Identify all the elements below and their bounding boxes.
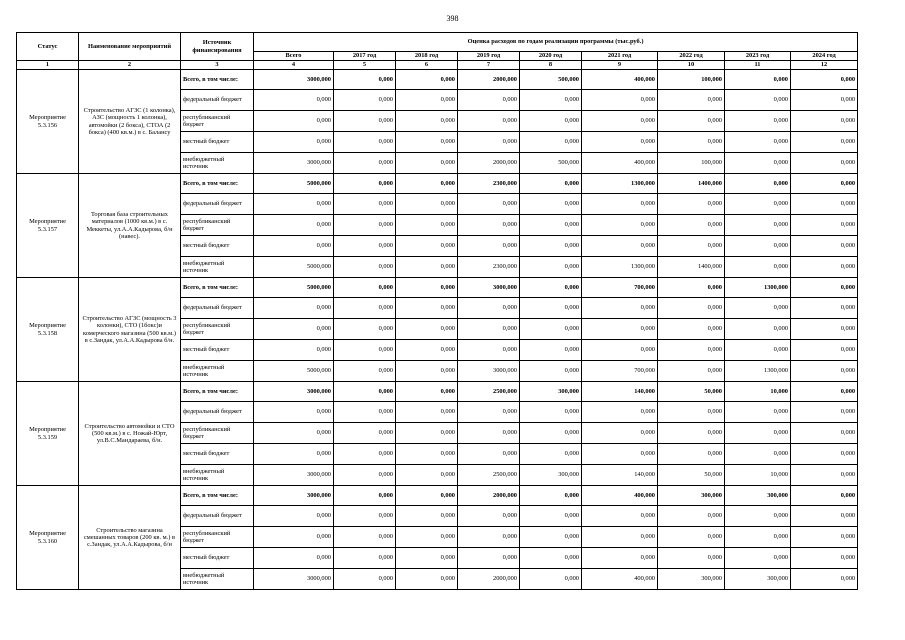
amount-cell: 0,000: [791, 236, 858, 257]
amount-cell: 0,000: [791, 340, 858, 361]
header-year-col: 2021 год: [582, 52, 658, 61]
amount-cell: 0,000: [254, 506, 334, 527]
amount-cell: 0,000: [791, 111, 858, 132]
amount-cell: 0,000: [254, 548, 334, 569]
amount-cell: 0,000: [458, 132, 520, 153]
header-year-col: 2020 год: [520, 52, 582, 61]
amount-cell: 0,000: [458, 444, 520, 465]
amount-cell: 0,000: [334, 215, 396, 236]
amount-cell: 0,000: [725, 257, 791, 278]
amount-cell: 700,000: [582, 278, 658, 298]
funding-source: местный бюджет: [181, 132, 254, 153]
amount-cell: 0,000: [791, 132, 858, 153]
amount-cell: 2000,000: [458, 486, 520, 506]
amount-cell: 0,000: [582, 90, 658, 111]
header-year-col: 2017 год: [334, 52, 396, 61]
amount-cell: 100,000: [658, 70, 725, 90]
amount-cell: 0,000: [725, 236, 791, 257]
header-source: Источник финансирования: [181, 33, 254, 61]
amount-cell: 0,000: [520, 298, 582, 319]
amount-cell: 300,000: [520, 382, 582, 402]
amount-cell: 0,000: [254, 215, 334, 236]
funding-source: внебюджетный источник: [181, 257, 254, 278]
amount-cell: 5000,000: [254, 278, 334, 298]
table-row: [17, 174, 858, 194]
amount-cell: 0,000: [396, 340, 458, 361]
amount-cell: 0,000: [396, 90, 458, 111]
table-row: [17, 486, 858, 506]
funding-source: федеральный бюджет: [181, 402, 254, 423]
funding-source: Всего, в том числе:: [181, 278, 254, 298]
amount-cell: 0,000: [582, 340, 658, 361]
amount-cell: 0,000: [520, 423, 582, 444]
amount-cell: 0,000: [725, 70, 791, 90]
amount-cell: 0,000: [658, 423, 725, 444]
amount-cell: 0,000: [520, 90, 582, 111]
amount-cell: 0,000: [334, 70, 396, 90]
amount-cell: 3000,000: [254, 465, 334, 486]
amount-cell: 3000,000: [254, 382, 334, 402]
funding-source: федеральный бюджет: [181, 298, 254, 319]
amount-cell: 5000,000: [254, 174, 334, 194]
funding-source: республиканский бюджет: [181, 527, 254, 548]
column-numbers-row: [17, 61, 858, 70]
amount-cell: 1400,000: [658, 257, 725, 278]
amount-cell: 0,000: [725, 174, 791, 194]
amount-cell: 300,000: [725, 486, 791, 506]
column-number: 12: [791, 61, 858, 70]
funding-source: местный бюджет: [181, 548, 254, 569]
amount-cell: 0,000: [458, 506, 520, 527]
amount-cell: 0,000: [791, 465, 858, 486]
amount-cell: 0,000: [725, 153, 791, 174]
amount-cell: 0,000: [334, 527, 396, 548]
amount-cell: 0,000: [334, 423, 396, 444]
amount-cell: 0,000: [334, 298, 396, 319]
amount-cell: 0,000: [396, 70, 458, 90]
amount-cell: 10,000: [725, 382, 791, 402]
amount-cell: 400,000: [582, 70, 658, 90]
event-name: Строительство АГЗС (мощность 3 колонки), СТО (1бокс)и комерческого магазина (500 кв.м.) в с.Зандак, ул.А.А.Кадырова б/н.: [79, 278, 181, 382]
amount-cell: 0,000: [334, 402, 396, 423]
amount-cell: 0,000: [520, 257, 582, 278]
amount-cell: 0,000: [396, 257, 458, 278]
amount-cell: 3000,000: [254, 70, 334, 90]
header-year-col: 2018 год: [396, 52, 458, 61]
amount-cell: 0,000: [520, 361, 582, 382]
amount-cell: 1300,000: [582, 257, 658, 278]
amount-cell: 3000,000: [458, 361, 520, 382]
amount-cell: 0,000: [396, 527, 458, 548]
amount-cell: 0,000: [334, 132, 396, 153]
amount-cell: 0,000: [396, 465, 458, 486]
event-name: Торговая база строительных материалов (1000 кв.м.) в с. Меккеты, ул.А.А.Кадырова, б/н (навес).: [79, 174, 181, 278]
amount-cell: 10,000: [725, 465, 791, 486]
amount-cell: 2500,000: [458, 382, 520, 402]
amount-cell: 0,000: [658, 215, 725, 236]
amount-cell: 140,000: [582, 382, 658, 402]
amount-cell: 0,000: [458, 340, 520, 361]
amount-cell: 0,000: [254, 90, 334, 111]
amount-cell: 0,000: [725, 506, 791, 527]
amount-cell: 0,000: [582, 444, 658, 465]
amount-cell: 0,000: [582, 215, 658, 236]
amount-cell: 0,000: [582, 506, 658, 527]
amount-cell: 0,000: [396, 236, 458, 257]
amount-cell: 0,000: [520, 527, 582, 548]
amount-cell: 0,000: [791, 527, 858, 548]
amount-cell: 0,000: [520, 569, 582, 590]
amount-cell: 0,000: [791, 153, 858, 174]
amount-cell: 0,000: [396, 298, 458, 319]
table-row: [17, 382, 858, 402]
amount-cell: 0,000: [791, 174, 858, 194]
event-status: Мероприятие 5.3.160: [17, 486, 79, 590]
amount-cell: 0,000: [791, 402, 858, 423]
amount-cell: 0,000: [658, 90, 725, 111]
amount-cell: 0,000: [458, 111, 520, 132]
amount-cell: 0,000: [520, 111, 582, 132]
funding-source: местный бюджет: [181, 444, 254, 465]
amount-cell: 0,000: [791, 361, 858, 382]
amount-cell: 0,000: [254, 319, 334, 340]
amount-cell: 0,000: [334, 361, 396, 382]
amount-cell: 0,000: [334, 153, 396, 174]
amount-cell: 0,000: [254, 194, 334, 215]
header-year-col: 2022 год: [658, 52, 725, 61]
amount-cell: 0,000: [396, 278, 458, 298]
amount-cell: 1300,000: [725, 361, 791, 382]
amount-cell: 0,000: [520, 319, 582, 340]
amount-cell: 0,000: [396, 444, 458, 465]
amount-cell: 0,000: [791, 486, 858, 506]
amount-cell: 1300,000: [725, 278, 791, 298]
amount-cell: 0,000: [254, 298, 334, 319]
amount-cell: 0,000: [458, 236, 520, 257]
amount-cell: 300,000: [658, 486, 725, 506]
amount-cell: 0,000: [520, 402, 582, 423]
amount-cell: 0,000: [396, 174, 458, 194]
column-number: 2: [79, 61, 181, 70]
event-status: Мероприятие 5.3.158: [17, 278, 79, 382]
amount-cell: 400,000: [582, 153, 658, 174]
table-header: [17, 33, 858, 61]
header-year-col: 2024 год: [791, 52, 858, 61]
amount-cell: 0,000: [725, 298, 791, 319]
amount-cell: 0,000: [582, 194, 658, 215]
funding-source: внебюджетный источник: [181, 361, 254, 382]
amount-cell: 0,000: [791, 194, 858, 215]
amount-cell: 0,000: [396, 486, 458, 506]
funding-source: республиканский бюджет: [181, 319, 254, 340]
amount-cell: 0,000: [396, 423, 458, 444]
amount-cell: 50,000: [658, 465, 725, 486]
amount-cell: 0,000: [396, 548, 458, 569]
amount-cell: 0,000: [458, 527, 520, 548]
amount-cell: 0,000: [658, 527, 725, 548]
amount-cell: 300,000: [658, 569, 725, 590]
amount-cell: 0,000: [254, 236, 334, 257]
amount-cell: 500,000: [520, 70, 582, 90]
amount-cell: 100,000: [658, 153, 725, 174]
column-number: 3: [181, 61, 254, 70]
amount-cell: 50,000: [658, 382, 725, 402]
amount-cell: 0,000: [658, 278, 725, 298]
amount-cell: 0,000: [396, 569, 458, 590]
column-number: 8: [520, 61, 582, 70]
amount-cell: 0,000: [334, 506, 396, 527]
amount-cell: 2500,000: [458, 465, 520, 486]
amount-cell: 0,000: [334, 90, 396, 111]
amount-cell: 0,000: [791, 423, 858, 444]
amount-cell: 0,000: [458, 548, 520, 569]
event-status: Мероприятие 5.3.159: [17, 382, 79, 486]
amount-cell: 0,000: [658, 298, 725, 319]
table-row: [17, 70, 858, 90]
amount-cell: 0,000: [254, 423, 334, 444]
event-status: Мероприятие 5.3.157: [17, 174, 79, 278]
amount-cell: 400,000: [582, 569, 658, 590]
amount-cell: 0,000: [520, 215, 582, 236]
expense-table: [16, 32, 858, 590]
amount-cell: 0,000: [725, 194, 791, 215]
amount-cell: 0,000: [458, 298, 520, 319]
amount-cell: 0,000: [334, 548, 396, 569]
amount-cell: 0,000: [396, 194, 458, 215]
amount-cell: 0,000: [582, 298, 658, 319]
amount-cell: 0,000: [396, 382, 458, 402]
amount-cell: 0,000: [582, 527, 658, 548]
header-year-col: Всего: [254, 52, 334, 61]
column-number: 11: [725, 61, 791, 70]
amount-cell: 0,000: [458, 423, 520, 444]
amount-cell: 0,000: [658, 319, 725, 340]
amount-cell: 0,000: [520, 548, 582, 569]
amount-cell: 0,000: [725, 527, 791, 548]
amount-cell: 0,000: [396, 132, 458, 153]
amount-cell: 0,000: [791, 569, 858, 590]
amount-cell: 0,000: [520, 486, 582, 506]
amount-cell: 0,000: [520, 444, 582, 465]
funding-source: Всего, в том числе:: [181, 382, 254, 402]
amount-cell: 0,000: [334, 111, 396, 132]
column-number: 4: [254, 61, 334, 70]
amount-cell: 0,000: [658, 506, 725, 527]
amount-cell: 0,000: [334, 257, 396, 278]
amount-cell: 0,000: [254, 111, 334, 132]
amount-cell: 0,000: [725, 548, 791, 569]
funding-source: Всего, в том числе:: [181, 174, 254, 194]
amount-cell: 2300,000: [458, 257, 520, 278]
amount-cell: 0,000: [725, 132, 791, 153]
amount-cell: 0,000: [396, 506, 458, 527]
amount-cell: 0,000: [334, 278, 396, 298]
amount-cell: 0,000: [658, 361, 725, 382]
amount-cell: 0,000: [334, 236, 396, 257]
amount-cell: 0,000: [725, 90, 791, 111]
amount-cell: 0,000: [791, 215, 858, 236]
header-year-col: 2023 год: [725, 52, 791, 61]
amount-cell: 2000,000: [458, 153, 520, 174]
column-number: 5: [334, 61, 396, 70]
amount-cell: 0,000: [520, 506, 582, 527]
amount-cell: 0,000: [791, 70, 858, 90]
amount-cell: 2300,000: [458, 174, 520, 194]
event-status: Мероприятие 5.3.156: [17, 70, 79, 174]
amount-cell: 5000,000: [254, 361, 334, 382]
amount-cell: 0,000: [791, 90, 858, 111]
amount-cell: 0,000: [334, 340, 396, 361]
amount-cell: 1300,000: [582, 174, 658, 194]
amount-cell: 500,000: [520, 153, 582, 174]
amount-cell: 0,000: [582, 319, 658, 340]
amount-cell: 1400,000: [658, 174, 725, 194]
amount-cell: 0,000: [334, 174, 396, 194]
amount-cell: 0,000: [334, 194, 396, 215]
amount-cell: 700,000: [582, 361, 658, 382]
amount-cell: 3000,000: [254, 486, 334, 506]
event-name: Строительство автомойки и СТО (500 кв.м.) в с. Ножай-Юрт, ул.В.С.Мандараева, б/н.: [79, 382, 181, 486]
amount-cell: 0,000: [582, 548, 658, 569]
amount-cell: 0,000: [458, 402, 520, 423]
funding-source: республиканский бюджет: [181, 423, 254, 444]
amount-cell: 0,000: [520, 340, 582, 361]
column-number: 7: [458, 61, 520, 70]
amount-cell: 0,000: [254, 132, 334, 153]
amount-cell: 0,000: [582, 132, 658, 153]
amount-cell: 5000,000: [254, 257, 334, 278]
header-year-col: 2019 год: [458, 52, 520, 61]
amount-cell: 2000,000: [458, 70, 520, 90]
amount-cell: 0,000: [334, 382, 396, 402]
amount-cell: 0,000: [791, 298, 858, 319]
amount-cell: 0,000: [582, 111, 658, 132]
amount-cell: 0,000: [396, 215, 458, 236]
funding-source: Всего, в том числе:: [181, 70, 254, 90]
amount-cell: 0,000: [725, 340, 791, 361]
amount-cell: 0,000: [254, 444, 334, 465]
amount-cell: 0,000: [725, 402, 791, 423]
amount-cell: 0,000: [520, 236, 582, 257]
amount-cell: 0,000: [254, 340, 334, 361]
amount-cell: 0,000: [658, 548, 725, 569]
amount-cell: 0,000: [396, 319, 458, 340]
amount-cell: 0,000: [791, 382, 858, 402]
event-name: Строительство магазина смешанных товаров (200 кв. м.) в с.Зандак, ул.А.А.Кадырова, б/н: [79, 486, 181, 590]
funding-source: внебюджетный источник: [181, 153, 254, 174]
amount-cell: 0,000: [791, 278, 858, 298]
page-number: 398: [446, 14, 459, 23]
amount-cell: 0,000: [725, 319, 791, 340]
amount-cell: 0,000: [658, 111, 725, 132]
amount-cell: 0,000: [396, 153, 458, 174]
amount-cell: 300,000: [725, 569, 791, 590]
funding-source: местный бюджет: [181, 340, 254, 361]
amount-cell: 0,000: [520, 174, 582, 194]
amount-cell: 0,000: [334, 319, 396, 340]
amount-cell: 0,000: [582, 402, 658, 423]
amount-cell: 0,000: [254, 402, 334, 423]
amount-cell: 0,000: [658, 132, 725, 153]
amount-cell: 0,000: [520, 132, 582, 153]
amount-cell: 0,000: [658, 236, 725, 257]
amount-cell: 0,000: [791, 257, 858, 278]
amount-cell: 0,000: [396, 111, 458, 132]
amount-cell: 2000,000: [458, 569, 520, 590]
amount-cell: 0,000: [658, 444, 725, 465]
amount-cell: 0,000: [520, 278, 582, 298]
amount-cell: 0,000: [725, 444, 791, 465]
amount-cell: 0,000: [725, 111, 791, 132]
amount-cell: 0,000: [458, 194, 520, 215]
funding-source: внебюджетный источник: [181, 465, 254, 486]
amount-cell: 300,000: [520, 465, 582, 486]
funding-source: республиканский бюджет: [181, 215, 254, 236]
amount-cell: 0,000: [520, 194, 582, 215]
column-number: 1: [17, 61, 79, 70]
table-body: [17, 61, 858, 590]
funding-source: внебюджетный источник: [181, 569, 254, 590]
funding-source: республиканский бюджет: [181, 111, 254, 132]
amount-cell: 140,000: [582, 465, 658, 486]
funding-source: Всего, в том числе:: [181, 486, 254, 506]
amount-cell: 0,000: [582, 236, 658, 257]
column-number: 10: [658, 61, 725, 70]
header-status: Статус: [17, 33, 79, 61]
funding-source: федеральный бюджет: [181, 194, 254, 215]
amount-cell: 0,000: [791, 506, 858, 527]
amount-cell: 0,000: [658, 194, 725, 215]
column-number: 9: [582, 61, 658, 70]
funding-source: местный бюджет: [181, 236, 254, 257]
amount-cell: 0,000: [334, 444, 396, 465]
funding-source: федеральный бюджет: [181, 90, 254, 111]
table-row: [17, 278, 858, 298]
amount-cell: 0,000: [458, 215, 520, 236]
event-name: Строительство АГЗС (1 колонка), АЗС (мощность 1 колонка), автомойки (2 бокса), СТОА (2 бокса) (400 кв.м.) в с. Балансу: [79, 70, 181, 174]
amount-cell: 0,000: [458, 319, 520, 340]
amount-cell: 0,000: [396, 402, 458, 423]
header-estimate: Оценка расходов по годам реализации программы (тыс.руб.): [254, 33, 858, 52]
amount-cell: 0,000: [334, 486, 396, 506]
amount-cell: 3000,000: [254, 153, 334, 174]
amount-cell: 0,000: [582, 423, 658, 444]
amount-cell: 0,000: [725, 215, 791, 236]
amount-cell: 0,000: [458, 90, 520, 111]
amount-cell: 0,000: [791, 548, 858, 569]
funding-source: федеральный бюджет: [181, 506, 254, 527]
amount-cell: 0,000: [396, 361, 458, 382]
amount-cell: 0,000: [658, 402, 725, 423]
amount-cell: 0,000: [658, 340, 725, 361]
amount-cell: 0,000: [254, 527, 334, 548]
amount-cell: 3000,000: [254, 569, 334, 590]
amount-cell: 0,000: [791, 319, 858, 340]
header-name: Наименование мероприятий: [79, 33, 181, 61]
amount-cell: 3000,000: [458, 278, 520, 298]
amount-cell: 0,000: [725, 423, 791, 444]
amount-cell: 0,000: [334, 465, 396, 486]
amount-cell: 400,000: [582, 486, 658, 506]
amount-cell: 0,000: [791, 444, 858, 465]
column-number: 6: [396, 61, 458, 70]
amount-cell: 0,000: [334, 569, 396, 590]
